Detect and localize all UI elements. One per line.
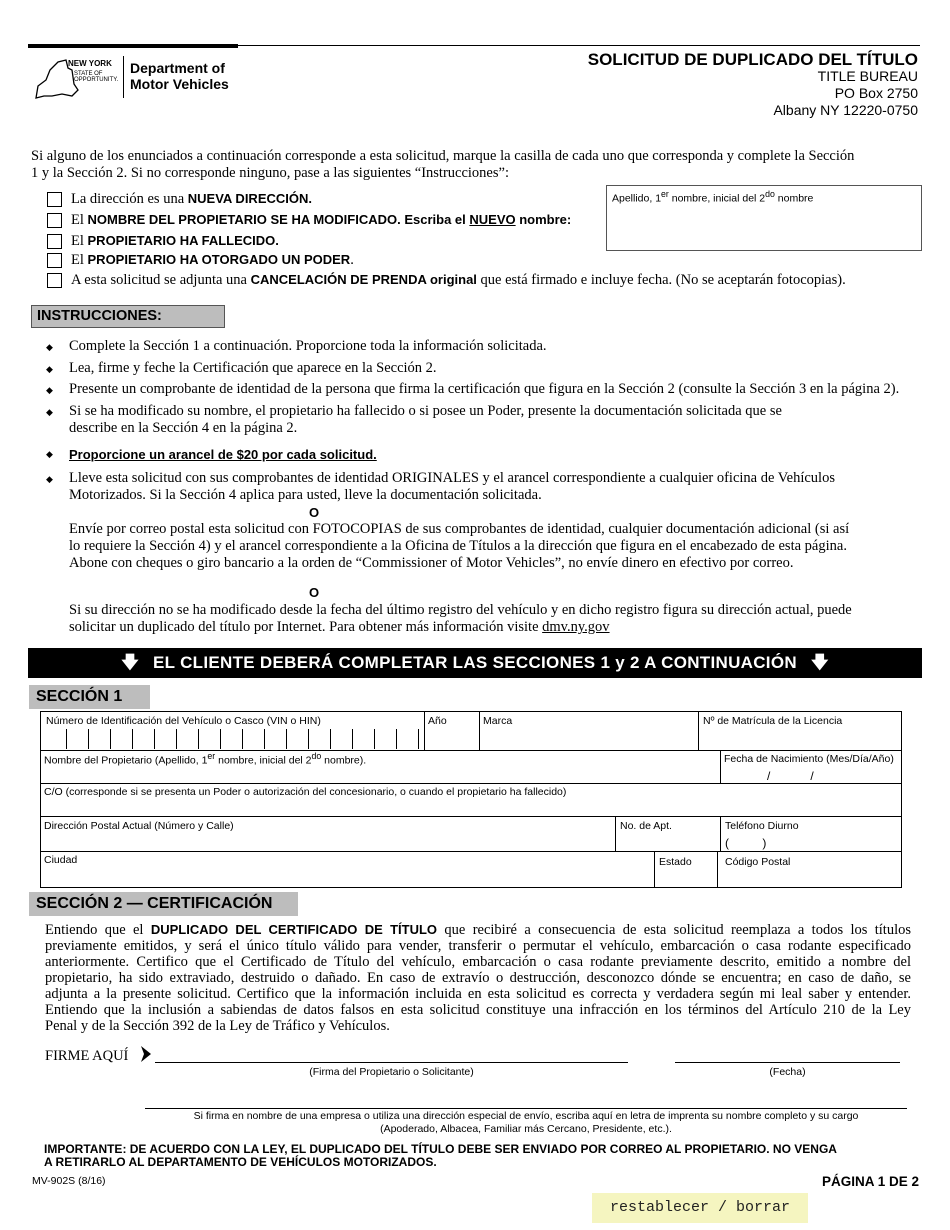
address-label: Dirección Postal Actual (Número y Calle) xyxy=(44,820,234,832)
checkbox-bold: PROPIETARIO HA OTORGADO UN PODER xyxy=(87,252,351,267)
important-notice-line1: IMPORTANTE: DE ACUERDO CON LA LEY, EL DUPLICADO DEL TÍTULO DEBE SER ENVIADO POR CORREO AL PROPIETARIO. NO VENGA xyxy=(44,1142,837,1156)
city-input[interactable] xyxy=(44,867,651,886)
checkbox-bold: . Escriba el xyxy=(397,212,470,227)
col-divider xyxy=(717,851,718,888)
year-input[interactable] xyxy=(426,729,477,749)
arrow-down-icon: 🡇 xyxy=(810,653,829,672)
state-label: Estado xyxy=(659,856,692,868)
care-of-input[interactable] xyxy=(44,800,899,815)
dob-label: Fecha de Nacimiento (Mes/Día/Año) xyxy=(724,753,894,765)
dob-separators: / / xyxy=(767,769,814,783)
cert-line4: propietario, ha sido extraviado, destruido o dañado. En caso de extravío o destrucción, desconozco dónde se encuentra; en caso de daño, se xyxy=(45,970,911,986)
form-id: MV-902S (8/16) xyxy=(32,1175,106,1187)
col-divider xyxy=(720,816,721,851)
row-divider xyxy=(40,851,902,852)
checkbox-lien-row xyxy=(47,272,846,289)
col-divider xyxy=(615,816,616,851)
zip-label: Código Postal xyxy=(725,856,791,868)
page-number: PÁGINA 1 DE 2 xyxy=(821,1174,919,1189)
instruction-6b: Motorizados. Si la Sección 4 aplica para usted, lleve la documentación solicitada. xyxy=(69,487,542,503)
checkbox-text: La dirección es una xyxy=(71,191,188,207)
logo-state-line1: NEW YORK xyxy=(68,59,112,68)
new-name-label: Apellido, 1er nombre, inicial del $2^{do}$ nombre xyxy=(612,189,814,205)
address-input[interactable] xyxy=(44,834,612,850)
checkbox-text: que está firmado e incluye fecha. (No se aceptarán fotocopias). xyxy=(476,272,846,288)
vin-cell-divider xyxy=(242,729,243,749)
make-input[interactable] xyxy=(481,729,696,749)
checkbox-bold: PROPIETARIO HA FALLECIDO. xyxy=(87,233,279,248)
or-separator: O xyxy=(309,505,320,520)
checkbox-poa-row xyxy=(47,252,354,269)
checkbox-name-changed-row xyxy=(47,212,571,229)
phone-input[interactable] xyxy=(723,834,899,850)
row-divider xyxy=(40,783,902,784)
plate-label: Nº de Matrícula de la Licencia xyxy=(703,715,843,727)
logo-state-line2: STATE OF xyxy=(74,71,103,77)
zip-input[interactable] xyxy=(720,870,899,886)
vin-cell-divider xyxy=(198,729,199,749)
vin-cell-divider xyxy=(418,729,419,749)
bullet-icon: ◆ xyxy=(46,407,53,417)
bullet-icon: ◆ xyxy=(46,474,53,484)
vin-cell-divider xyxy=(396,729,397,749)
year-label: Año xyxy=(428,715,447,727)
intro-line1: Si alguno de los enunciados a continuación corresponde a esta solicitud, marque la casilla de cada uno que corresponda y complete la Sección xyxy=(31,148,855,164)
mail-line2: lo requiere la Sección 4) y el arancel correspondiente a la Oficina de Títulos a la dirección que figura en el encabezado de esta página. xyxy=(69,538,847,554)
apt-input[interactable] xyxy=(618,834,718,850)
date-caption: (Fecha) xyxy=(769,1066,806,1078)
checkbox-power-of-attorney[interactable] xyxy=(47,253,62,268)
section2-heading: SECCIÓN 2 — CERTIFICACIÓN xyxy=(29,892,298,916)
new-name-field[interactable] xyxy=(606,185,922,251)
signature-caption: (Firma del Propietario o Solicitante) xyxy=(309,1066,474,1078)
banner-text: EL CLIENTE DEBERÁ COMPLETAR LAS SECCIONES 1 y 2 A CONTINUACIÓN xyxy=(153,653,797,672)
col-divider xyxy=(720,750,721,783)
instruction-4b: describe en la Sección 4 en la página 2. xyxy=(69,420,298,436)
vin-cell-divider xyxy=(286,729,287,749)
vin-cell-divider xyxy=(308,729,309,749)
logo-dept-line2: Motor Vehicles xyxy=(130,76,229,92)
instruction-6a: Lleve esta solicitud con sus comprobantes de identidad ORIGINALES y el arancel correspondiente a cualquier oficina de Vehículos xyxy=(69,470,835,486)
checkbox-deceased-row xyxy=(47,233,279,250)
vin-label: Número de Identificación del Vehículo o Casco (VIN o HIN) xyxy=(46,715,321,727)
bullet-icon: ◆ xyxy=(46,364,53,374)
checkbox-text: El xyxy=(71,212,88,228)
vin-cell-divider xyxy=(330,729,331,749)
sign-here-label: FIRME AQUÍ xyxy=(45,1048,129,1064)
checkbox-text: . xyxy=(350,252,354,268)
instruction-fee: Proporcione un arancel de $20 por cada solicitud. xyxy=(69,447,377,462)
cert-line3: anteriormente. Certifico que el Certificado de Título del vehículo, embarcación o casa rodante previamente descrito, emitido a nombre del xyxy=(45,954,911,970)
bullet-icon: ◆ xyxy=(46,449,53,459)
checkbox-name-changed[interactable] xyxy=(47,213,62,228)
checkbox-bold: CANCELACIÓN DE PRENDA original xyxy=(250,272,477,287)
internet-line1: Si su dirección no se ha modificado desde la fecha del último registro del vehículo y en dicho registro figura su dirección actual, puede xyxy=(69,602,852,618)
checkbox-owner-deceased[interactable] xyxy=(47,234,62,249)
arrow-down-icon: 🡇 xyxy=(121,653,140,672)
section1-heading: SECCIÓN 1 xyxy=(29,685,150,709)
po-box: PO Box 2750 xyxy=(834,85,918,101)
bullet-icon: ◆ xyxy=(46,385,53,395)
vin-cell-divider xyxy=(154,729,155,749)
reset-button[interactable]: restablecer / borrar xyxy=(592,1193,808,1223)
instructions-heading: INSTRUCCIONES: xyxy=(31,305,225,328)
vin-cell-divider xyxy=(132,729,133,749)
col-divider xyxy=(698,711,699,750)
cert-line5: adjunta a la presente solicitud. Certifico que la información incluida en esta solicitud es correcta y verdadera según mi leal saber y entender. xyxy=(45,986,911,1002)
checkbox-bold: NOMBRE DEL PROPIETARIO SE HA MODIFICADO xyxy=(87,212,398,227)
city-label: Ciudad xyxy=(44,854,78,866)
instruction-1: Complete la Sección 1 a continuación. Proporcione toda la información solicitada. xyxy=(69,338,547,354)
vin-input[interactable] xyxy=(44,729,422,749)
owner-name-input[interactable] xyxy=(44,766,716,782)
phone-parens: ( ) xyxy=(725,836,767,850)
vin-cell-divider xyxy=(220,729,221,749)
row-divider xyxy=(40,816,902,817)
logo-state-line3: OPPORTUNITY. xyxy=(74,77,119,83)
bureau-city: Albany NY 12220-0750 xyxy=(773,102,918,118)
vin-cell-divider xyxy=(264,729,265,749)
care-of-label: C/O (corresponde si se presenta un Poder o autorización del concesionario, o cuando el propietario ha fallecido) xyxy=(44,786,567,798)
checkbox-new-address-row xyxy=(47,191,312,208)
date-field[interactable] xyxy=(675,1040,900,1063)
logo-dept-line1: Department of xyxy=(130,60,225,76)
checkbox-underline: NUEVO xyxy=(469,212,516,227)
bullet-icon: ◆ xyxy=(46,342,53,352)
dmv-website-link[interactable]: dmv.ny.gov xyxy=(542,619,610,635)
col-divider xyxy=(654,851,655,888)
owner-name-label: Nombre del Propietario (Apellido, 1er nombre, inicial del $2^{do}$ nombre). xyxy=(44,751,367,767)
cert-line7: Penal y de la Sección 392 de la Ley de Tráfico y Vehículos. xyxy=(45,1018,390,1034)
state-input[interactable] xyxy=(657,870,715,886)
checkbox-text: El xyxy=(71,252,88,268)
bureau-name: TITLE BUREAU xyxy=(817,68,918,84)
signature-field[interactable] xyxy=(155,1040,628,1063)
dob-input[interactable] xyxy=(722,766,900,782)
or-separator: O xyxy=(309,585,320,600)
important-notice-line2: A RETIRARLO AL DEPARTAMENTO DE VEHÍCULOS MOTORIZADOS. xyxy=(44,1155,437,1169)
col-divider xyxy=(424,711,425,750)
top-rule xyxy=(28,44,238,48)
print-name-caption2: (Apoderado, Albacea, Familiar más Cercano, Presidente, etc.). xyxy=(380,1123,672,1135)
vin-cell-divider xyxy=(110,729,111,749)
vin-cell-divider xyxy=(176,729,177,749)
checkbox-text: A esta solicitud se adjunta una xyxy=(71,272,251,288)
mail-line1: Envíe por correo postal esta solicitud con FOTOCOPIAS de sus comprobantes de identidad, cualquier documentación adicional (si así xyxy=(69,521,850,537)
customer-sections-banner xyxy=(28,648,922,678)
dmv-logo xyxy=(32,54,237,102)
instruction-3: Presente un comprobante de identidad de la persona que firma la certificación que figura en la Sección 2 (consulte la Sección 3 en la página 2). xyxy=(69,381,900,397)
col-divider xyxy=(479,711,480,750)
make-label: Marca xyxy=(483,715,513,727)
pointing-arrow-icon xyxy=(139,1044,153,1064)
print-name-title-field[interactable] xyxy=(145,1088,907,1109)
checkbox-bold: nombre: xyxy=(515,212,572,227)
checkbox-lien-release[interactable] xyxy=(47,273,62,288)
vin-cell-divider xyxy=(66,729,67,749)
instruction-2: Lea, firme y feche la Certificación que aparece en la Sección 2. xyxy=(69,360,437,376)
plate-input[interactable] xyxy=(700,729,900,749)
form-title: SOLICITUD DE DUPLICADO DEL TÍTULO xyxy=(587,50,918,69)
vin-cell-divider xyxy=(88,729,89,749)
checkbox-text: El xyxy=(71,233,88,249)
apt-label: No. de Apt. xyxy=(620,820,672,832)
cert-line2: previamente emitidos, y será el único título válido para vender, transferir o permutar el vehículo, embarcación o casa rodante especificado xyxy=(45,938,911,954)
phone-label: Teléfono Diurno xyxy=(725,820,799,832)
print-name-caption1: Si firma en nombre de una empresa o utiliza una dirección especial de envío, escriba aquí en letra de imprenta su nombre completo y su cargo xyxy=(193,1110,859,1122)
intro-line2: 1 y la Sección 2. Si no corresponde ninguno, pase a las siguientes “Instrucciones”: xyxy=(31,165,509,181)
checkbox-bold: NUEVA DIRECCIÓN. xyxy=(187,191,312,206)
vin-cell-divider xyxy=(352,729,353,749)
vin-cell-divider xyxy=(374,729,375,749)
top-thin-rule xyxy=(238,45,920,46)
logo-divider xyxy=(123,56,124,98)
cert-line1: Entiendo que el DUPLICADO DEL CERTIFICADO DE TÍTULO que recibiré a consecuencia de esta solicitud reemplaza a todos los títulos xyxy=(45,922,911,938)
cert-line6: Entiendo que la inclusión a sabiendas de datos falsos en esta solicitud constituye una infracción en los términos del Artículo 210 de la Ley xyxy=(45,1002,911,1018)
checkbox-new-address[interactable] xyxy=(47,192,62,207)
internet-line2: solicitar un duplicado del título por Internet. Para obtener más información visite dmv.ny.gov xyxy=(69,619,610,635)
instruction-4a: Si se ha modificado su nombre, el propietario ha fallecido o si posee un Poder, presente la documentación solicitada que se xyxy=(69,403,782,419)
mail-line3: Abone con cheques o giro bancario a la orden de “Commissioner of Motor Vehicles”, no envíe dinero en efectivo por correo. xyxy=(69,555,794,571)
